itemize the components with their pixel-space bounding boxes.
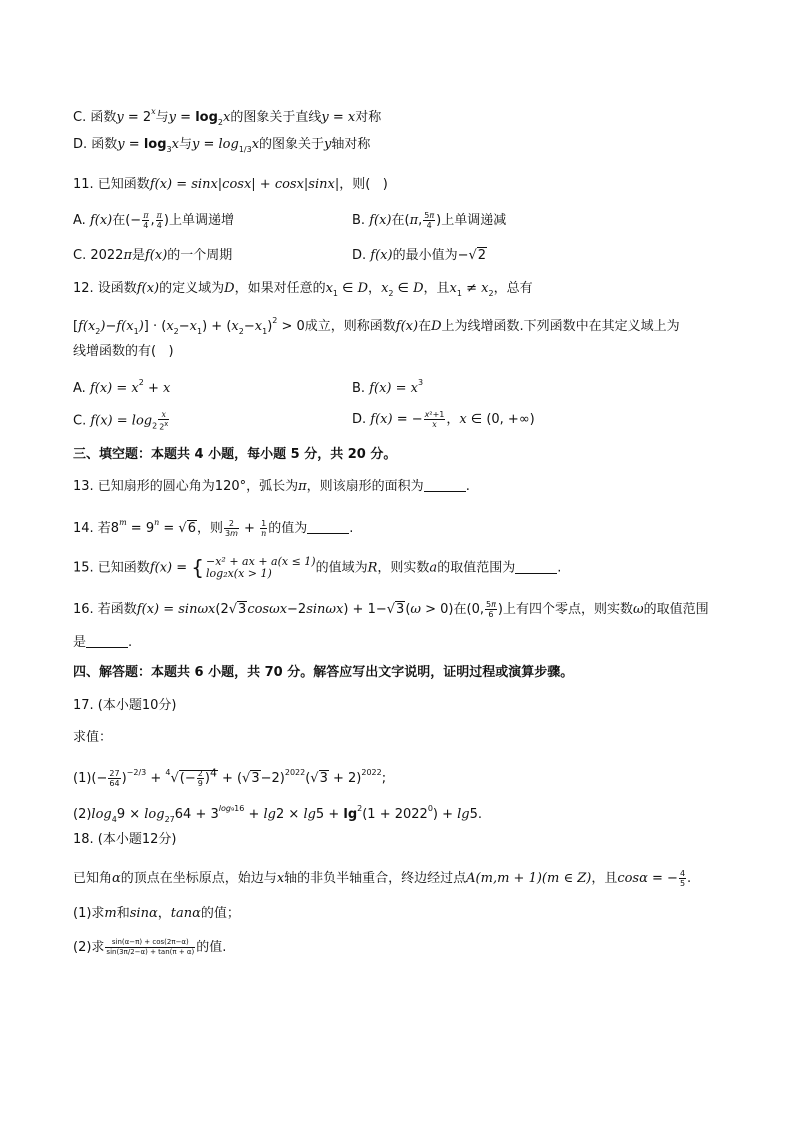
q13: 13. 已知扇形的圆心角为120°，弧长为π，则该扇形的面积为 . <box>73 479 470 494</box>
q16-line1: 16. 若函数f(x) = sinωx(2√3cosωx−2sinωx) + 1−√3(ω > 0)在(0, $\frac{5\pi}{6}$ )上有四个零点，则实数ω的取值范围 <box>73 600 709 619</box>
section-3-heading: 三、填空题：本题共 4 小题，每小题 5 分，共 20 分。 <box>73 447 397 462</box>
q10-option-d: D. 函数$y = \log_3x$与$y = \log_{1/3}x$的图象关于y轴对称 <box>73 137 371 154</box>
q18-heading: 18. (本小题12分) <box>73 832 177 847</box>
q10-option-c: C. 函数$y = 2^x$与$y = \log_2x$的图象关于直线y = x对称 <box>73 107 382 127</box>
q14: 14. 若$8^m = 9^n = √6$，则 $\frac{2}{3m}$ + $\frac{1}{n}$ 的值为 . <box>73 518 354 538</box>
q12-option-d: D. f(x) = − $\frac{\text{x²+1}}{x}$ ，x ∈ (0, +∞) <box>352 410 535 429</box>
q17-heading: 17. (本小题10分) <box>73 698 177 713</box>
q12-option-b: B. $f(x) = x^3$ <box>352 378 424 396</box>
q17-part1: (1)(− $\frac{27}{64}$ )$^{-2/3}$ + $^4$√(− $\frac{2}{9}$ )$^4 + (√3-2)^{2022}(√3 + 2)^{2022}$; <box>73 766 387 788</box>
q11-stem: 11. 已知函数f(x) = sinx|cosx| + cosx|sinx|，则( ) <box>73 177 388 192</box>
q12-stem-line2: $[f(x_2)-f(x_1)] \cdot (x_2-x_1) + (x_2-x_1)^2 > 0$成立，则称函数f(x)在D上为线增函数.下列函数中在其定义域上为 <box>73 316 680 336</box>
q11-option-d: D. f(x)的最小值为−√2 <box>352 248 487 263</box>
q12-option-a: A. $f(x) = x^2 + x$ <box>73 378 171 396</box>
q17-part2: $(2)\log_49 \times \log_{27}64 + 3^{log_916} + \lg 2 \times \lg 5 + \lg^2(1 + 2022^0) + \lg 5$. <box>73 804 483 824</box>
q11-option-c: C. 2022π是f(x)的一个周期 <box>73 248 233 263</box>
q12-stem-line1: 12. 设函数f(x)的定义域为D，如果对任意的$x_1$ ∈ D，$x_2$ ∈ D，且$x_1 \ne x_2$，总有 <box>73 281 533 298</box>
q11-option-b: B. f(x)在(π, $\frac{5\pi}{4}$ )上单调递减 <box>352 211 507 230</box>
q17-ask: 求值： <box>73 730 113 745</box>
q18-part1: (1)求m和sinα，tanα的值； <box>73 906 240 921</box>
q12-option-c: C. $f(x) = \log_2$ $\frac{x}{2^x}$ <box>73 410 169 432</box>
q16-line2: 是 . <box>73 635 133 650</box>
q15: 15. 已知函数f(x) = { −x² + ax + a(x ≤ 1) log₂x(x > 1) 的值域为R，则实数a的取值范围为 . <box>73 555 562 580</box>
q12-stem-line3: 线增函数的有( ) <box>73 344 174 359</box>
q18-part2: (2)求 $\frac{\sin(\alpha-\pi) + \cos(2\pi-\alpha)}{\sin(3\pi/2-\alpha) + \tan(\pi + \alpha)}$ 的值. <box>73 938 227 956</box>
section-4-heading: 四、解答题：本题共 6 小题，共 70 分。解答应写出文字说明，证明过程或演算步骤。 <box>73 665 574 680</box>
q11-option-a: A. f(x)在(− $\frac{\pi}{4}$ , $\frac{\pi}{4}$ )上单调递增 <box>73 211 234 230</box>
q18-stem: 已知角α的顶点在坐标原点，始边与x轴的非负半轴重合，终边经过点A(m,m + 1)(m ∈ Z)，且cosα = − $\frac{4}{5}$ . <box>73 869 692 888</box>
